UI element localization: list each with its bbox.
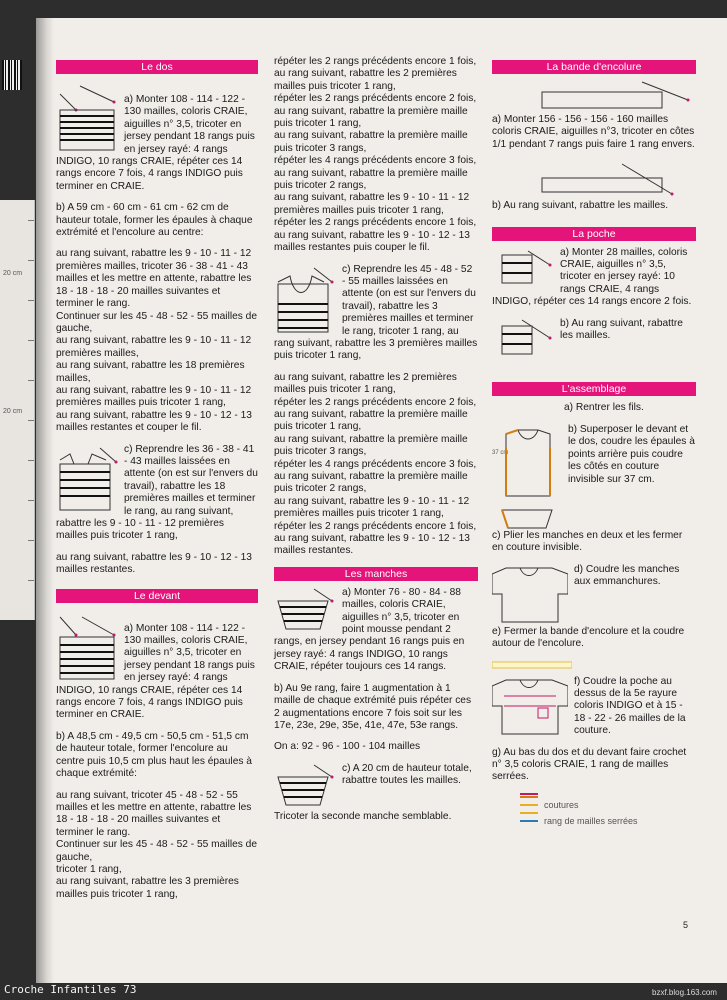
pocket-diagram <box>492 247 554 287</box>
assemblage-step-a: a) Rentrer les fils. <box>564 402 644 414</box>
dos-b-line: Continuer sur les 45 - 48 - 52 - 55 mailles de gauche, <box>56 310 258 334</box>
magazine-caption: Croche Infantiles 73 <box>4 983 137 996</box>
devant-step-c: c) Reprendre les 45 - 48 - 52 - 55 mailles laissées en attente (on est sur l'envers du travail), rabattre les 3 premières mailles et terminer le rang, tricoter 1 rang, au rang suivant, rabattre les 3 premières mailles puis tricoter 1 rang, <box>274 263 478 362</box>
section-header-assemblage: L'assemblage <box>492 382 696 396</box>
dos-b-line: au rang suivant, rabattre les 9 - 10 - 11 - 12 premières mailles, <box>56 335 252 359</box>
page-number: 5 <box>683 920 689 930</box>
manches-step-a: a) Monter 76 - 80 - 84 - 88 mailles, coloris CRAIE, aiguilles n° 3,5, tricoter en point mousse pendant 2 rangs, en jersey pendant 16 rangs puis en jersey rayé: 4 rangs INDIGO, 10 rangs CRAIE, répéter toujours ces 14 rangs. <box>274 586 465 673</box>
devant-step-b-instructions <box>56 790 258 902</box>
devant-continued-line: au rang suivant, rabattre les 9 - 10 - 11 - 12 premières mailles puis tricoter 1 rang, <box>274 192 470 216</box>
devant-continued-line: répéter les 2 rangs précédents encore 1 fois, <box>274 217 477 229</box>
sleeve-end-diagram <box>274 763 336 809</box>
pocket-placement-diagram <box>492 676 568 736</box>
manches-step-c: c) A 20 cm de hauteur totale, rabattre toutes les mailles. <box>342 762 472 787</box>
neckband-seam-diagram <box>492 660 572 670</box>
devant-b-line: Continuer sur les 45 - 48 - 52 - 55 mailles de gauche, <box>56 839 258 863</box>
devant-continued-line: au rang suivant, rabattre la première maille puis tricoter 2 rangs, <box>274 167 468 192</box>
assemblage-step-b: b) Superposer le devant et le dos, coudre les épaules à points arrière puis coudre les côtés en couture invisible sur 37 cm. <box>568 423 695 485</box>
dos-step-c-end: au rang suivant, rabattre les 9 - 10 - 12 - 13 mailles restantes. <box>56 551 252 576</box>
legend-stripes-3 <box>520 812 696 814</box>
section-header-dos: Le dos <box>56 60 258 74</box>
devant-b-line: au rang suivant, rabattre les 3 premières mailles puis tricoter 1 rang, <box>56 876 239 900</box>
dos-b-line: au rang suivant, rabattre les 9 - 10 - 12 - 13 mailles restantes et couper le fil. <box>56 409 252 434</box>
assembly-sides-diagram <box>492 424 562 504</box>
legend-stripes-2 <box>520 796 696 798</box>
devant-c-line: répéter les 4 rangs précédents encore 3 fois, <box>274 458 477 470</box>
legend <box>520 793 696 828</box>
assemblage-step-d: d) Coudre les manches aux emmanchures. <box>574 563 680 588</box>
manches-final-note: Tricoter la seconde manche semblable. <box>274 810 452 822</box>
assemblage-step-g: g) Au bas du dos et du devant faire crochet n° 3,5 coloris CRAIE, 1 rang de mailles serrées. <box>492 746 687 783</box>
column-right <box>492 60 696 829</box>
page-binding <box>36 18 54 983</box>
devant-continued-instructions <box>274 56 478 255</box>
pocket-bindoff-diagram <box>492 318 554 358</box>
devant-b-line: au rang suivant, tricoter 45 - 48 - 52 - 55 mailles et les mettre en attente, rabattre les 18 - 18 - 18 - 20 mailles suivantes et terminer le rang. <box>56 789 252 838</box>
assemblage-step-f: f) Coudre la poche au dessus de la 5e rayure coloris INDIGO et à 15 - 18 - 22 - 26 mailles de la couture. <box>574 675 686 737</box>
dos-b-line: au rang suivant, rabattre les 18 premières mailles, <box>56 360 245 384</box>
encolure-step-b: b) Au rang suivant, rabattre les mailles. <box>492 200 669 212</box>
devant-c-line: au rang suivant, rabattre les 2 premières mailles puis tricoter 1 rang, <box>274 371 457 396</box>
section-header-devant: Le devant <box>56 589 258 603</box>
encolure-step-a: a) Monter 156 - 156 - 156 - 160 mailles coloris CRAIE, aiguilles n°3, tricoter en côtes 1/1 pendant 7 rangs puis faire 1 rang envers. <box>492 114 695 150</box>
legend-coutures: coutures <box>520 799 696 811</box>
devant-c-line: répéter les 2 rangs précédents encore 1 fois, <box>274 520 477 532</box>
legend-stripes <box>520 793 696 795</box>
manches-stitch-count: On a: 92 - 96 - 100 - 104 mailles <box>274 741 421 753</box>
manches-step-b: b) Au 9e rang, faire 1 augmentation à 1 maille de chaque extrémité puis répéter ces 2 augmentations encore 7 fois soit sur les 17e, 23e, 29e, 35e, 41e, 47e, 53e rangs. <box>274 682 472 731</box>
devant-continued-line: répéter les 2 rangs précédents encore 1 fois, <box>274 56 477 67</box>
legend-rang: rang de mailles serrées <box>520 815 696 827</box>
neckband-bindoff-diagram <box>492 160 692 200</box>
poche-step-b: b) Au rang suivant, rabattre les mailles. <box>560 317 683 342</box>
devant-step-a: a) Monter 108 - 114 - 122 - 130 mailles, coloris CRAIE, aiguilles n° 3,5, tricoter en jersey pendant 18 rangs puis en jersey rayé: 4 rangs INDIGO, 10 rangs CRAIE, répéter ces 14 rangs encore 7 fois, 4 rangs INDIGO puis terminer en CRAIE. <box>56 622 255 721</box>
devant-step-b: b) A 48,5 cm - 49,5 cm - 50,5 cm - 51,5 cm de hauteur totale, former l'encolure au centre puis 10,5 cm plus haut les épaules à chaque extrémité: <box>56 730 252 780</box>
sleeve-diagram <box>274 587 336 633</box>
assemblage-step-c: c) Plier les manches en deux et les fermer en couture invisible. <box>492 529 683 554</box>
front-piece-diagram <box>56 609 118 681</box>
devant-continued-line: répéter les 4 rangs précédents encore 3 fois, <box>274 155 477 167</box>
back-shoulder-diagram <box>56 444 118 516</box>
dos-step-b-instructions <box>56 248 258 434</box>
front-shoulder-diagram <box>274 264 336 336</box>
neckband-diagram <box>492 80 692 114</box>
dos-step-a: a) Monter 108 - 114 - 122 - 130 mailles, coloris CRAIE, aiguilles n° 3,5, tricoter en jersey pendant 18 rangs puis en jersey rayé: 4 rangs INDIGO, 10 rangs CRAIE, répéter ces 14 rangs encore 7 fois, 4 rangs INDIGO puis terminer en CRAIE. <box>56 94 255 192</box>
devant-continued-line: au rang suivant, rabattre la première maille puis tricoter 3 rangs, <box>274 130 468 154</box>
section-header-manches: Les manches <box>274 567 478 581</box>
sleeve-seam-diagram <box>492 506 562 530</box>
devant-step-c-instructions <box>274 372 478 558</box>
assemblage-step-e: e) Fermer la bande d'encolure et la coudre autour de l'encolure. <box>492 625 685 650</box>
column-middle <box>274 56 478 832</box>
ruler-label-mid: 20 cm <box>3 408 23 415</box>
devant-c-line: au rang suivant, rabattre la première maille puis tricoter 3 rangs, <box>274 433 468 458</box>
devant-continued-line: au rang suivant, rabattre la première maille puis tricoter 1 rang, <box>274 105 468 130</box>
section-header-encolure: La bande d'encolure <box>492 60 696 74</box>
section-header-poche: La poche <box>492 227 696 241</box>
dos-step-b: b) A 59 cm - 60 cm - 61 cm - 62 cm de hauteur totale, former les épaules à chaque extrémité et l'encolure au centre: <box>56 202 253 239</box>
devant-c-line: au rang suivant, rabattre la première maille puis tricoter 1 rang, <box>274 408 468 433</box>
back-piece-diagram <box>56 80 118 152</box>
dos-step-c: c) Reprendre les 36 - 38 - 41 - 43 mailles laissées en attente (on est sur l'envers du travail), rabattre les 18 premières mailles et terminer le rang, au rang suivant, rabattre les 9 - 10 - 11 - 12 premières mailles puis tricoter 1 rang, <box>56 443 258 542</box>
devant-c-line: au rang suivant, rabattre les 9 - 10 - 12 - 13 mailles restantes. <box>274 533 470 557</box>
devant-continued-line: répéter les 2 rangs précédents encore 2 fois, <box>274 93 477 105</box>
devant-b-line: tricoter 1 rang, <box>56 863 122 875</box>
column-left <box>56 60 258 910</box>
ruler-label-top: 20 cm <box>3 270 23 277</box>
devant-continued-line: au rang suivant, rabattre les 9 - 10 - 12 - 13 mailles restantes puis couper le fil. <box>274 229 470 254</box>
ruler <box>0 200 35 620</box>
devant-c-line: répéter les 2 rangs précédents encore 2 fois, <box>274 396 477 408</box>
source-url: bzxf.blog.163.com <box>652 988 717 997</box>
barcode-strip <box>2 60 22 90</box>
devant-continued-line: au rang suivant, rabattre les 2 premières mailles puis tricoter 1 rang, <box>274 68 457 92</box>
devant-c-line: au rang suivant, rabattre la première maille puis tricoter 2 rangs, <box>274 471 468 495</box>
dimension-37cm-label: 37 cm <box>492 449 509 456</box>
sleeve-attach-diagram <box>492 564 568 624</box>
dos-b-line: au rang suivant, rabattre les 9 - 10 - 11 - 12 premières mailles puis tricoter 1 rang, <box>56 384 252 409</box>
dos-b-line: au rang suivant, rabattre les 9 - 10 - 11 - 12 premières mailles, tricoter 36 - 38 - 41 - 43 mailles et les mettre en attente, rabattre les 18 - 18 - 18 - 20 mailles suivantes et terminer le rang. <box>56 248 252 310</box>
poche-step-a: a) Monter 28 mailles, coloris CRAIE, aiguilles n° 3,5, tricoter en jersey rayé: 10 rangs CRAIE, 4 rangs INDIGO, répéter ces 14 rangs encore 2 fois. <box>492 246 692 308</box>
devant-c-line: au rang suivant, rabattre les 9 - 10 - 11 - 12 premières mailles puis tricoter 1 rang, <box>274 495 470 520</box>
